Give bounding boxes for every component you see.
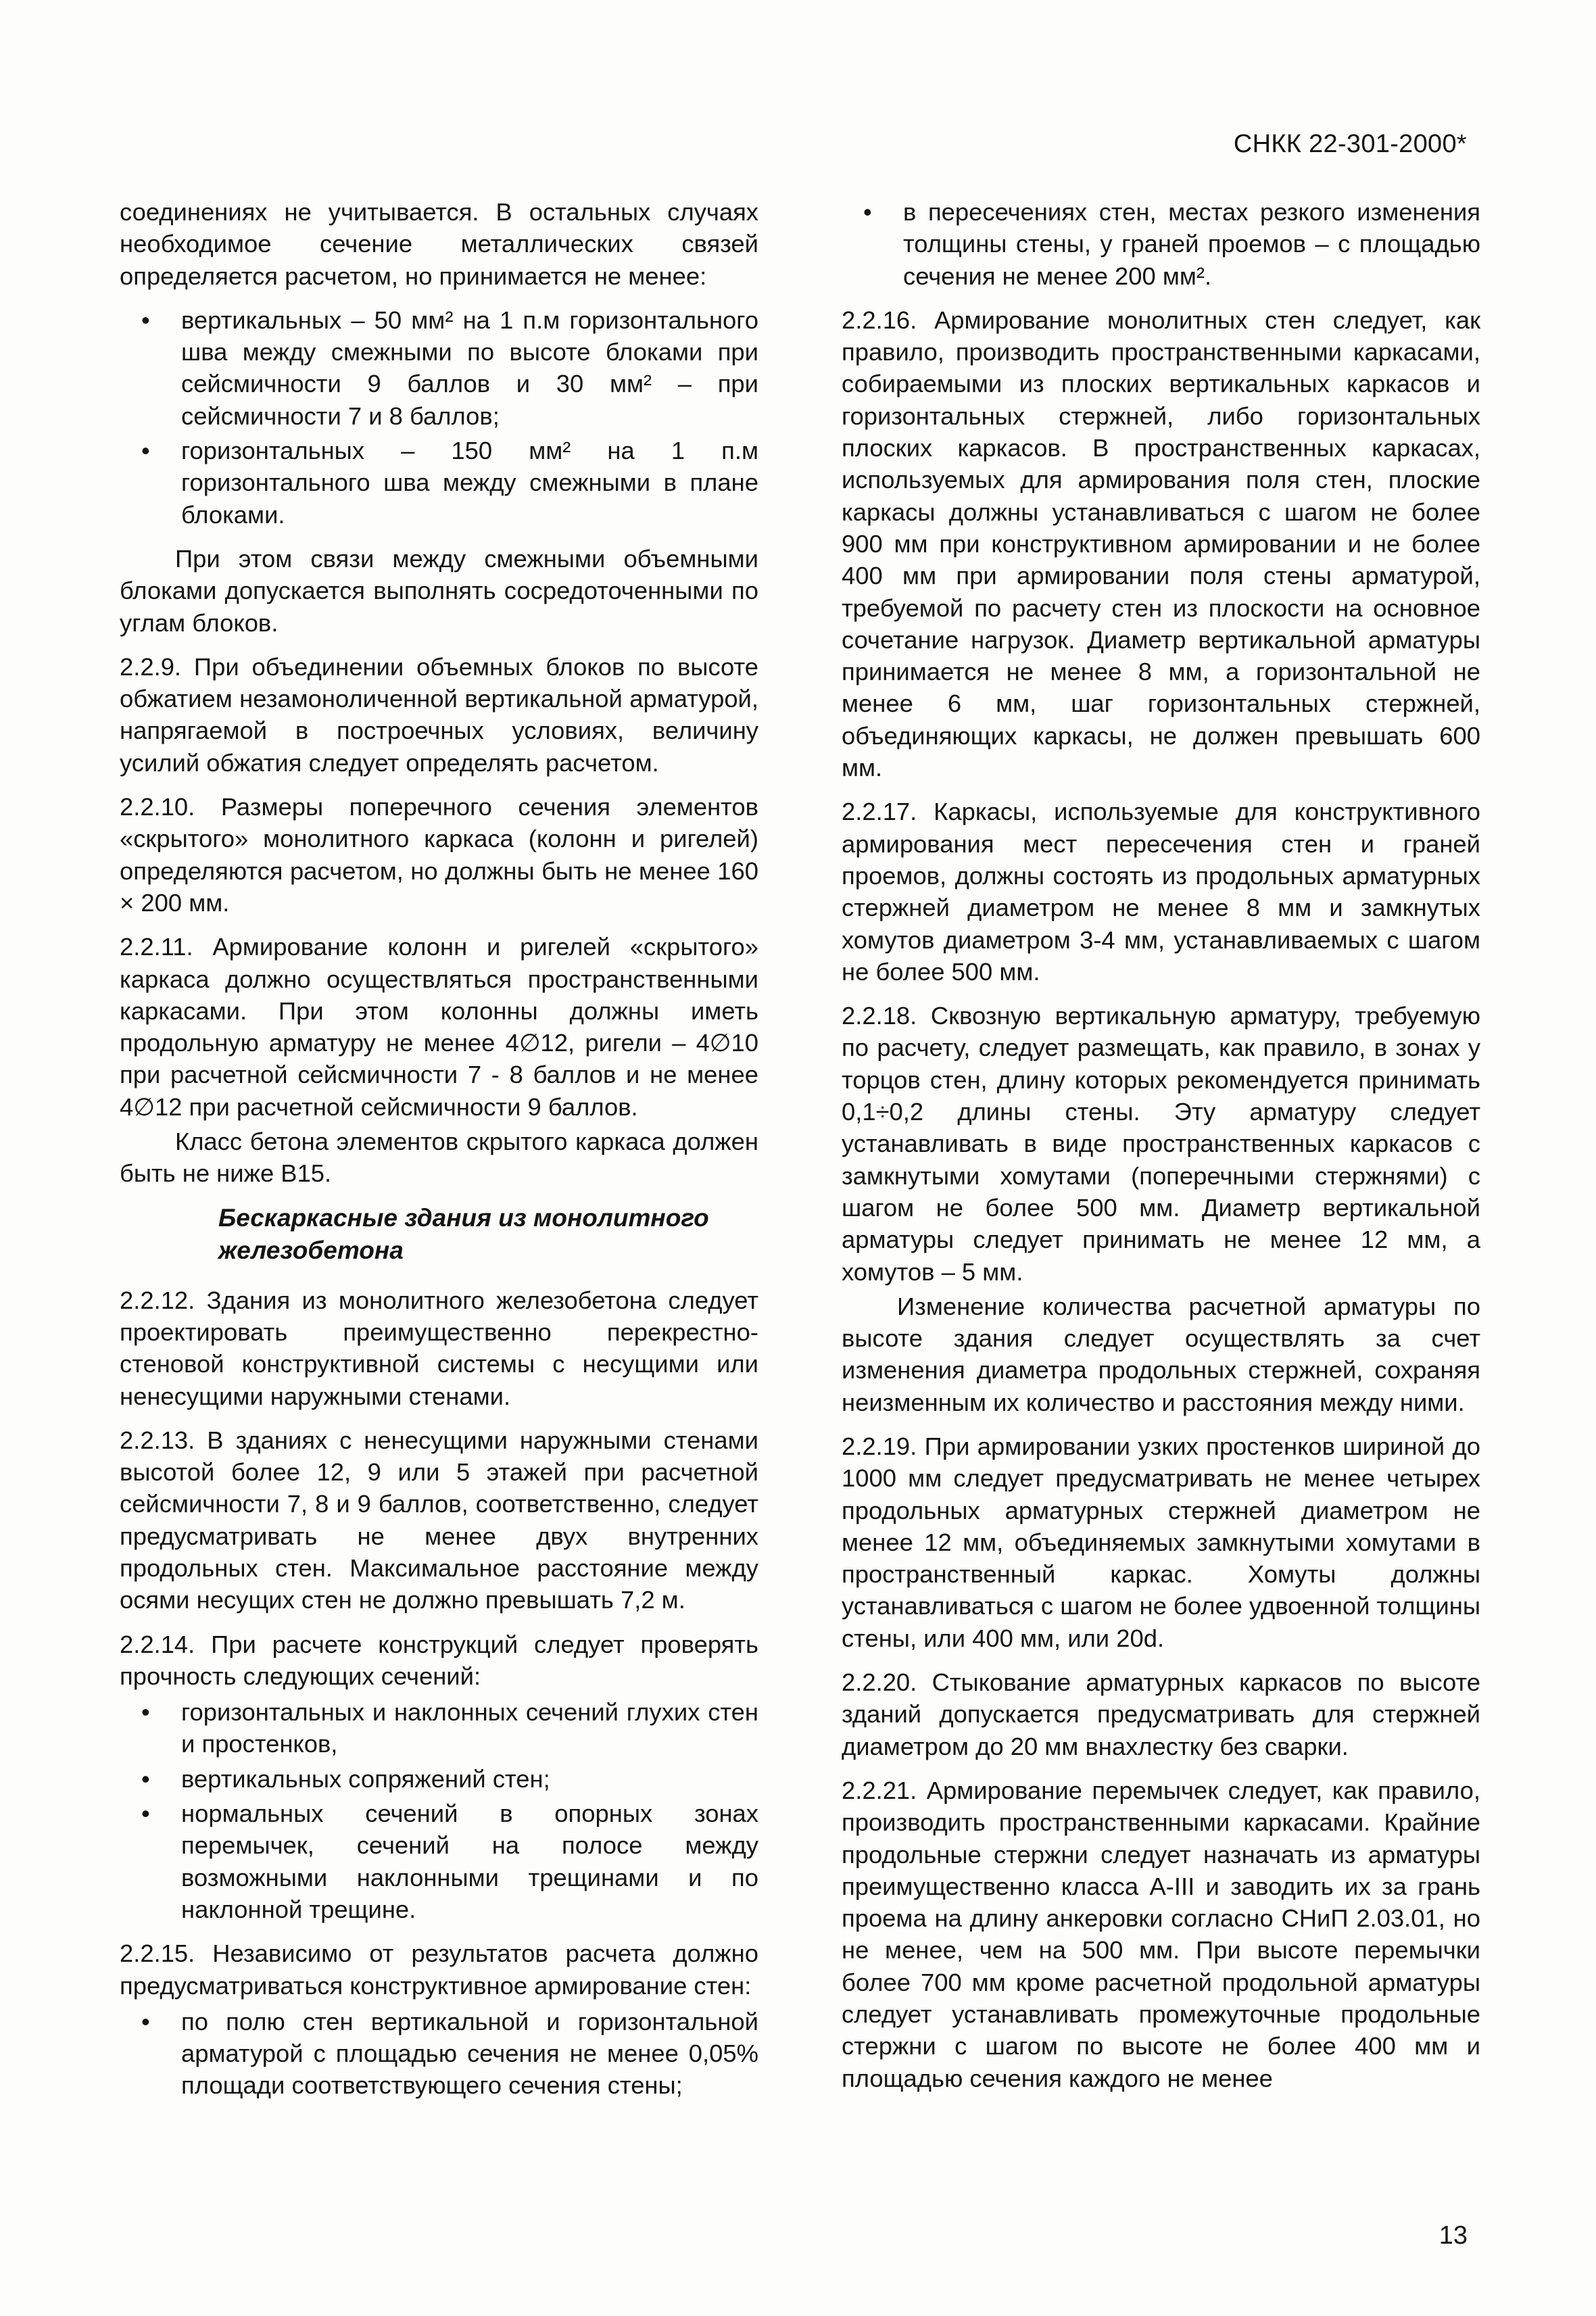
paragraph-2-2-19: 2.2.19. При армировании узких простенков шириной до 1000 мм следует предусматривать не менее четырех продольных арматурных стержней диаметром не менее 12 мм, объединяемых замкнутыми хомутами в пространственный каркас. Хомуты должны устанавливаться с шагом не более удвоенной толщины стены, или 400 мм, или 20d. [842, 1432, 1480, 1652]
paragraph-2-2-16: 2.2.16. Армирование монолитных стен следует, как правило, производить пространственными каркасами, собираемыми из плоских вертикальных каркасов и горизонтальных стержней, либо горизонтальных плоских каркасов. В пространственных каркасах, используемых для армирования поля стен, плоские каркасы должны устанавливаться с шагом не более 900 мм при конструктивном армировании и не более 400 мм при армировании поля стены арматурой, требуемой по расчету стен из плоскости на основное сочетание нагрузок. Диаметр вертикальной арматуры принимается не менее 8 мм, а горизонтальной не менее 6 мм, шаг горизонтальных стержней, объединяющих каркасы, не должен превышать 600 мм. [842, 306, 1480, 782]
document-code: СНКК 22-301-2000* [1233, 130, 1467, 158]
paragraph-2-2-21: 2.2.21. Армирование перемычек следует, как правило, производить пространственными каркасами. Крайние продольные стержни следует назначать из арматуры преимущественно класса А-III и заводить их за грань проема на длину анкеровки согласно СНиП 2.03.01, но не менее, чем на 500 мм. При высоте перемычки более 700 мм кроме расчетной продольной арматуры следует устанавливать промежуточные продольные стержни с шагом по высоте не более 400 мм и площадью сечения каждого не менее [842, 1776, 1480, 2092]
list-item [120, 2006, 758, 2102]
list-item [120, 1798, 758, 1925]
paragraph-2-2-12: 2.2.12. Здания из монолитного железобетона следует проектировать преимущественно перекрестно-стеновой конструктивной системы с несущими или ненесущими наружными стенами. [120, 1286, 758, 1410]
paragraph: Изменение количества расчетной арматуры по высоте здания следует осуществлять за счет изменения диаметра продольных стержней, сохраняя неизменным их количество и расстояния между ними. [842, 1292, 1480, 1416]
bullet-icon: • [141, 437, 150, 465]
list-item-text: в пересечениях стен, местах резкого изменения толщины стены, у граней проемов – с площадью сечения не менее 200 мм². [903, 198, 1480, 290]
paragraph-2-2-20: 2.2.20. Стыкование арматурных каркасов по высоте зданий допускается предусматривать для стержней диаметром до 20 мм внахлестку без сварки. [842, 1668, 1480, 1760]
paragraph-2-2-9: 2.2.9. При объединении объемных блоков по высоте обжатием незамоноличенной вертикальной арматурой, напрягаемой в построечных условиях, величину усилий обжатия следует определять расчетом. [120, 652, 758, 777]
bullet-list-connections [120, 304, 758, 531]
paragraph-2-2-15: 2.2.15. Независимо от результатов расчета должно предусматриваться конструктивное армирование стен: [120, 1939, 758, 2000]
list-item [120, 304, 758, 432]
bullet-list-sections [120, 1696, 758, 1925]
page-number: 13 [1438, 2221, 1468, 2250]
bullet-icon: • [141, 306, 150, 334]
left-column [120, 196, 758, 2114]
paragraph-2-2-10: 2.2.10. Размеры поперечного сечения элементов «скрытого» монолитного каркаса (колонн и ригелей) определяются расчетом, но должны быть не менее 160 × 200 мм. [120, 793, 758, 917]
paragraph-2-2-17: 2.2.17. Каркасы, используемые для конструктивного армирования мест пересечения стен и граней проемов, должны состоять из продольных арматурных стержней диаметром не менее 8 мм и замкнутых хомутов диаметром 3-4 мм, устанавливаемых с шагом не более 500 мм. [842, 798, 1480, 986]
list-item-text: горизонтальных – 150 мм² на 1 п.м горизонтального шва между смежными в плане блоками. [181, 437, 758, 529]
bullet-icon: • [141, 1800, 150, 1828]
paragraph-continuation: соединениях не учитывается. В остальных случаях необходимое сечение металлических связей определяется расчетом, но принимается не менее: [120, 198, 758, 290]
list-item [120, 1696, 758, 1760]
bullet-icon: • [141, 2007, 150, 2035]
bullet-icon: • [863, 198, 872, 226]
paragraph-2-2-11: 2.2.11. Армирование колонн и ригелей «скрытого» каркаса должно осуществляться пространственными каркасами. При этом колонны должны иметь продольную арматуру не менее 4∅12, ригели – 4∅10 при расчетной сейсмичности 7 - 8 баллов и не менее 4∅12 при расчетной сейсмичности 9 баллов. [120, 933, 758, 1121]
list-item [120, 1763, 758, 1795]
right-column [842, 196, 1480, 2106]
list-item-text: вертикальных – 50 мм² на 1 п.м горизонтального шва между смежными по высоте блоками при сейсмичности 9 баллов и 30 мм² – при сейсмичности 7 и 8 баллов; [181, 306, 758, 430]
section-heading: Бескаркасные здания из монолитного железобетона [218, 1203, 709, 1264]
list-item-text: нормальных сечений в опорных зонах перемычек, сечений на полосе между возможными наклонными трещинами и по наклонной трещине. [181, 1800, 758, 1923]
bullet-icon: • [141, 1698, 150, 1727]
paragraph: Класс бетона элементов скрытого каркаса должен быть не ниже В15. [120, 1128, 758, 1188]
list-item-text: вертикальных сопряжений стен; [181, 1764, 550, 1793]
paragraph-2-2-13: 2.2.13. В зданиях с ненесущими наружными стенами высотой более 12, 9 или 5 этажей при расчетной сейсмичности 7, 8 и 9 баллов, соответственно, следует предусматривать не менее двух внутренних продольных стен. Максимальное расстояние между осями несущих стен не должно превышать 7,2 м. [120, 1426, 758, 1614]
list-item-text: горизонтальных и наклонных сечений глухих стен и простенков, [181, 1698, 758, 1758]
paragraph-2-2-18: 2.2.18. Сквозную вертикальную арматуру, требуемую по расчету, следует размещать, как правило, в зонах у торцов стен, длину которых рекомендуется принимать 0,1÷0,2 длины стены. Эту арматуру следует устанавливать в виде пространственных каркасов с замкнутыми хомутами (поперечными стержнями) с шагом не более 500 мм. Диаметр вертикальной арматуры следует принимать не менее 12 мм, а хомутов – 5 мм. [842, 1002, 1480, 1286]
list-item-text: по полю стен вертикальной и горизонтальной арматурой с площадью сечения не менее 0,05% площади соответствующего сечения стены; [181, 2007, 758, 2100]
bullet-list-reinforcement [120, 2006, 758, 2102]
bullet-icon: • [141, 1764, 150, 1793]
bullet-list-continued [842, 196, 1480, 292]
paragraph: При этом связи между смежными объемными блоками допускается выполнять сосредоточенными по углам блоков. [120, 544, 758, 637]
list-item [842, 196, 1480, 292]
list-item [120, 435, 758, 531]
paragraph-2-2-14: 2.2.14. При расчете конструкций следует проверять прочность следующих сечений: [120, 1630, 758, 1690]
